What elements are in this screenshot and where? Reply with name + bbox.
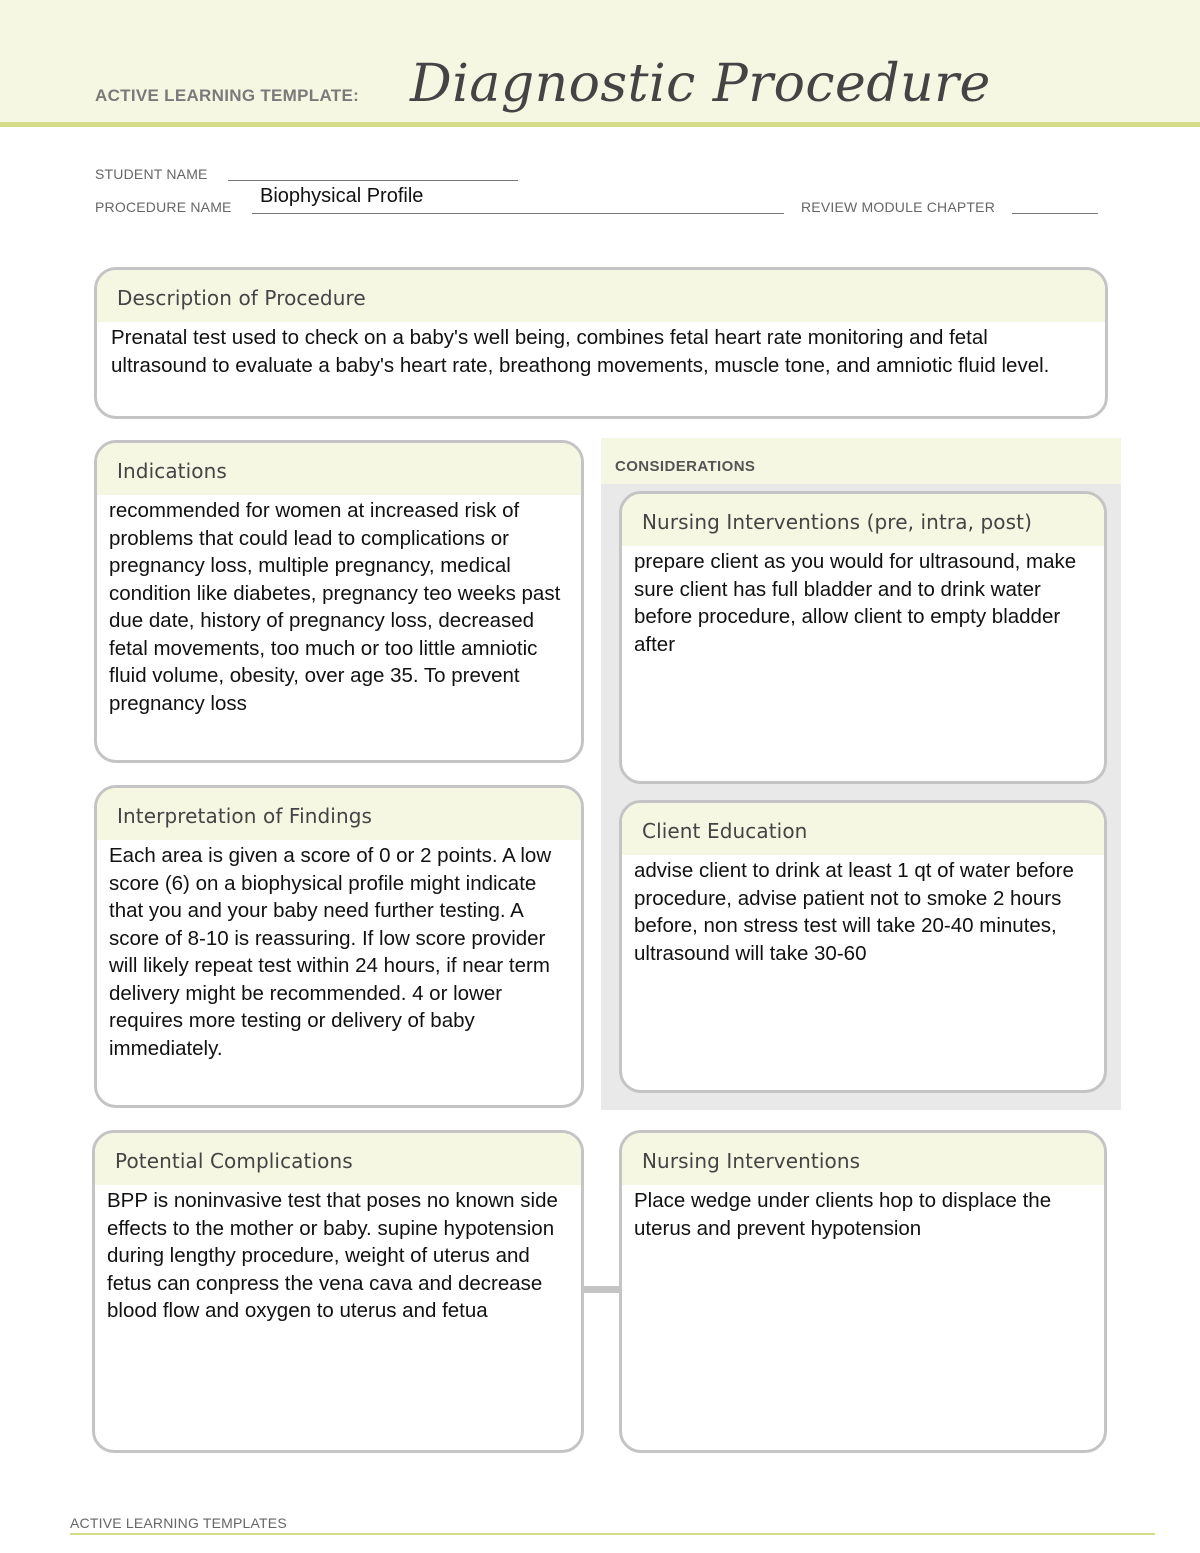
nursing-interventions-pip-text[interactable]: prepare client as you would for ultrasound, make sure client has full bladder and to drink water before procedure, allow client to empty bladder after (634, 550, 1077, 656)
indications-title: Indications (97, 443, 581, 495)
nursing-interventions-text[interactable]: Place wedge under clients hop to displace the uterus and prevent hypotension (634, 1189, 1052, 1240)
nursing-interventions-pip-box (619, 491, 1107, 784)
procedure-name-field[interactable]: Biophysical Profile (260, 185, 424, 207)
template-label: ACTIVE LEARNING TEMPLATE: (95, 86, 360, 105)
client-education-title: Client Education (622, 803, 1104, 855)
description-box (94, 267, 1108, 419)
client-education-box (619, 800, 1107, 1093)
footer-rule (70, 1533, 1155, 1535)
footer-label: ACTIVE LEARNING TEMPLATES (70, 1515, 287, 1531)
interpretation-text[interactable]: Each area is given a score of 0 or 2 points. A low score (6) on a biophysical profile might indicate that you and your baby need further testing. A score of 8-10 is reassuring. If low score provider will likely repeat test within 24 hours, if near term delivery might be recommended. 4 or lower requires more testing or delivery of baby immediately. (109, 844, 552, 1060)
considerations-label: CONSIDERATIONS (601, 438, 1121, 484)
nursing-interventions-box (619, 1130, 1107, 1453)
potential-complications-title: Potential Complications (95, 1133, 581, 1185)
description-text[interactable]: Prenatal test used to check on a baby's well being, combines fetal heart rate monitoring and fetal ultrasound to evaluate a baby's heart rate, breathong movements, muscle tone, and amniotic fluid level. (111, 326, 1050, 377)
header-rule (0, 122, 1200, 127)
review-module-label: REVIEW MODULE CHAPTER (801, 199, 995, 215)
indications-box (94, 440, 584, 763)
nursing-interventions-pip-title: Nursing Interventions (pre, intra, post) (622, 494, 1104, 546)
review-module-line (1012, 213, 1098, 214)
potential-complications-text[interactable]: BPP is noninvasive test that poses no known side effects to the mother or baby. supine hypotension during lengthy procedure, weight of uterus and fetus can conpress the vena cava and decrease blood flow and oxygen to uterus and fetua (107, 1189, 558, 1322)
potential-complications-box (92, 1130, 584, 1453)
box-connector (583, 1286, 620, 1293)
interpretation-box (94, 785, 584, 1108)
procedure-name-label: PROCEDURE NAME (95, 199, 232, 215)
indications-text[interactable]: recommended for women at increased risk of problems that could lead to complications or pregnancy loss, multiple pregnancy, medical condition like diabetes, pregnancy teo weeks past due date, history of pregnancy loss, decreased fetal movements, too much or too little amniotic fluid volume, obesity, over age 35. To prevent pregnancy loss (109, 499, 561, 715)
page-title: Diagnostic Procedure (410, 54, 991, 114)
student-name-label: STUDENT NAME (95, 166, 208, 182)
client-education-text[interactable]: advise client to drink at least 1 qt of water before procedure, advise patient not to smoke 2 hours before, non stress test will take 20-40 minutes, ultrasound will take 30-60 (634, 859, 1074, 965)
nursing-interventions-title: Nursing Interventions (622, 1133, 1104, 1185)
interpretation-title: Interpretation of Findings (97, 788, 581, 840)
description-title: Description of Procedure (97, 270, 1105, 322)
student-name-line (228, 180, 518, 181)
procedure-name-line (252, 213, 784, 214)
